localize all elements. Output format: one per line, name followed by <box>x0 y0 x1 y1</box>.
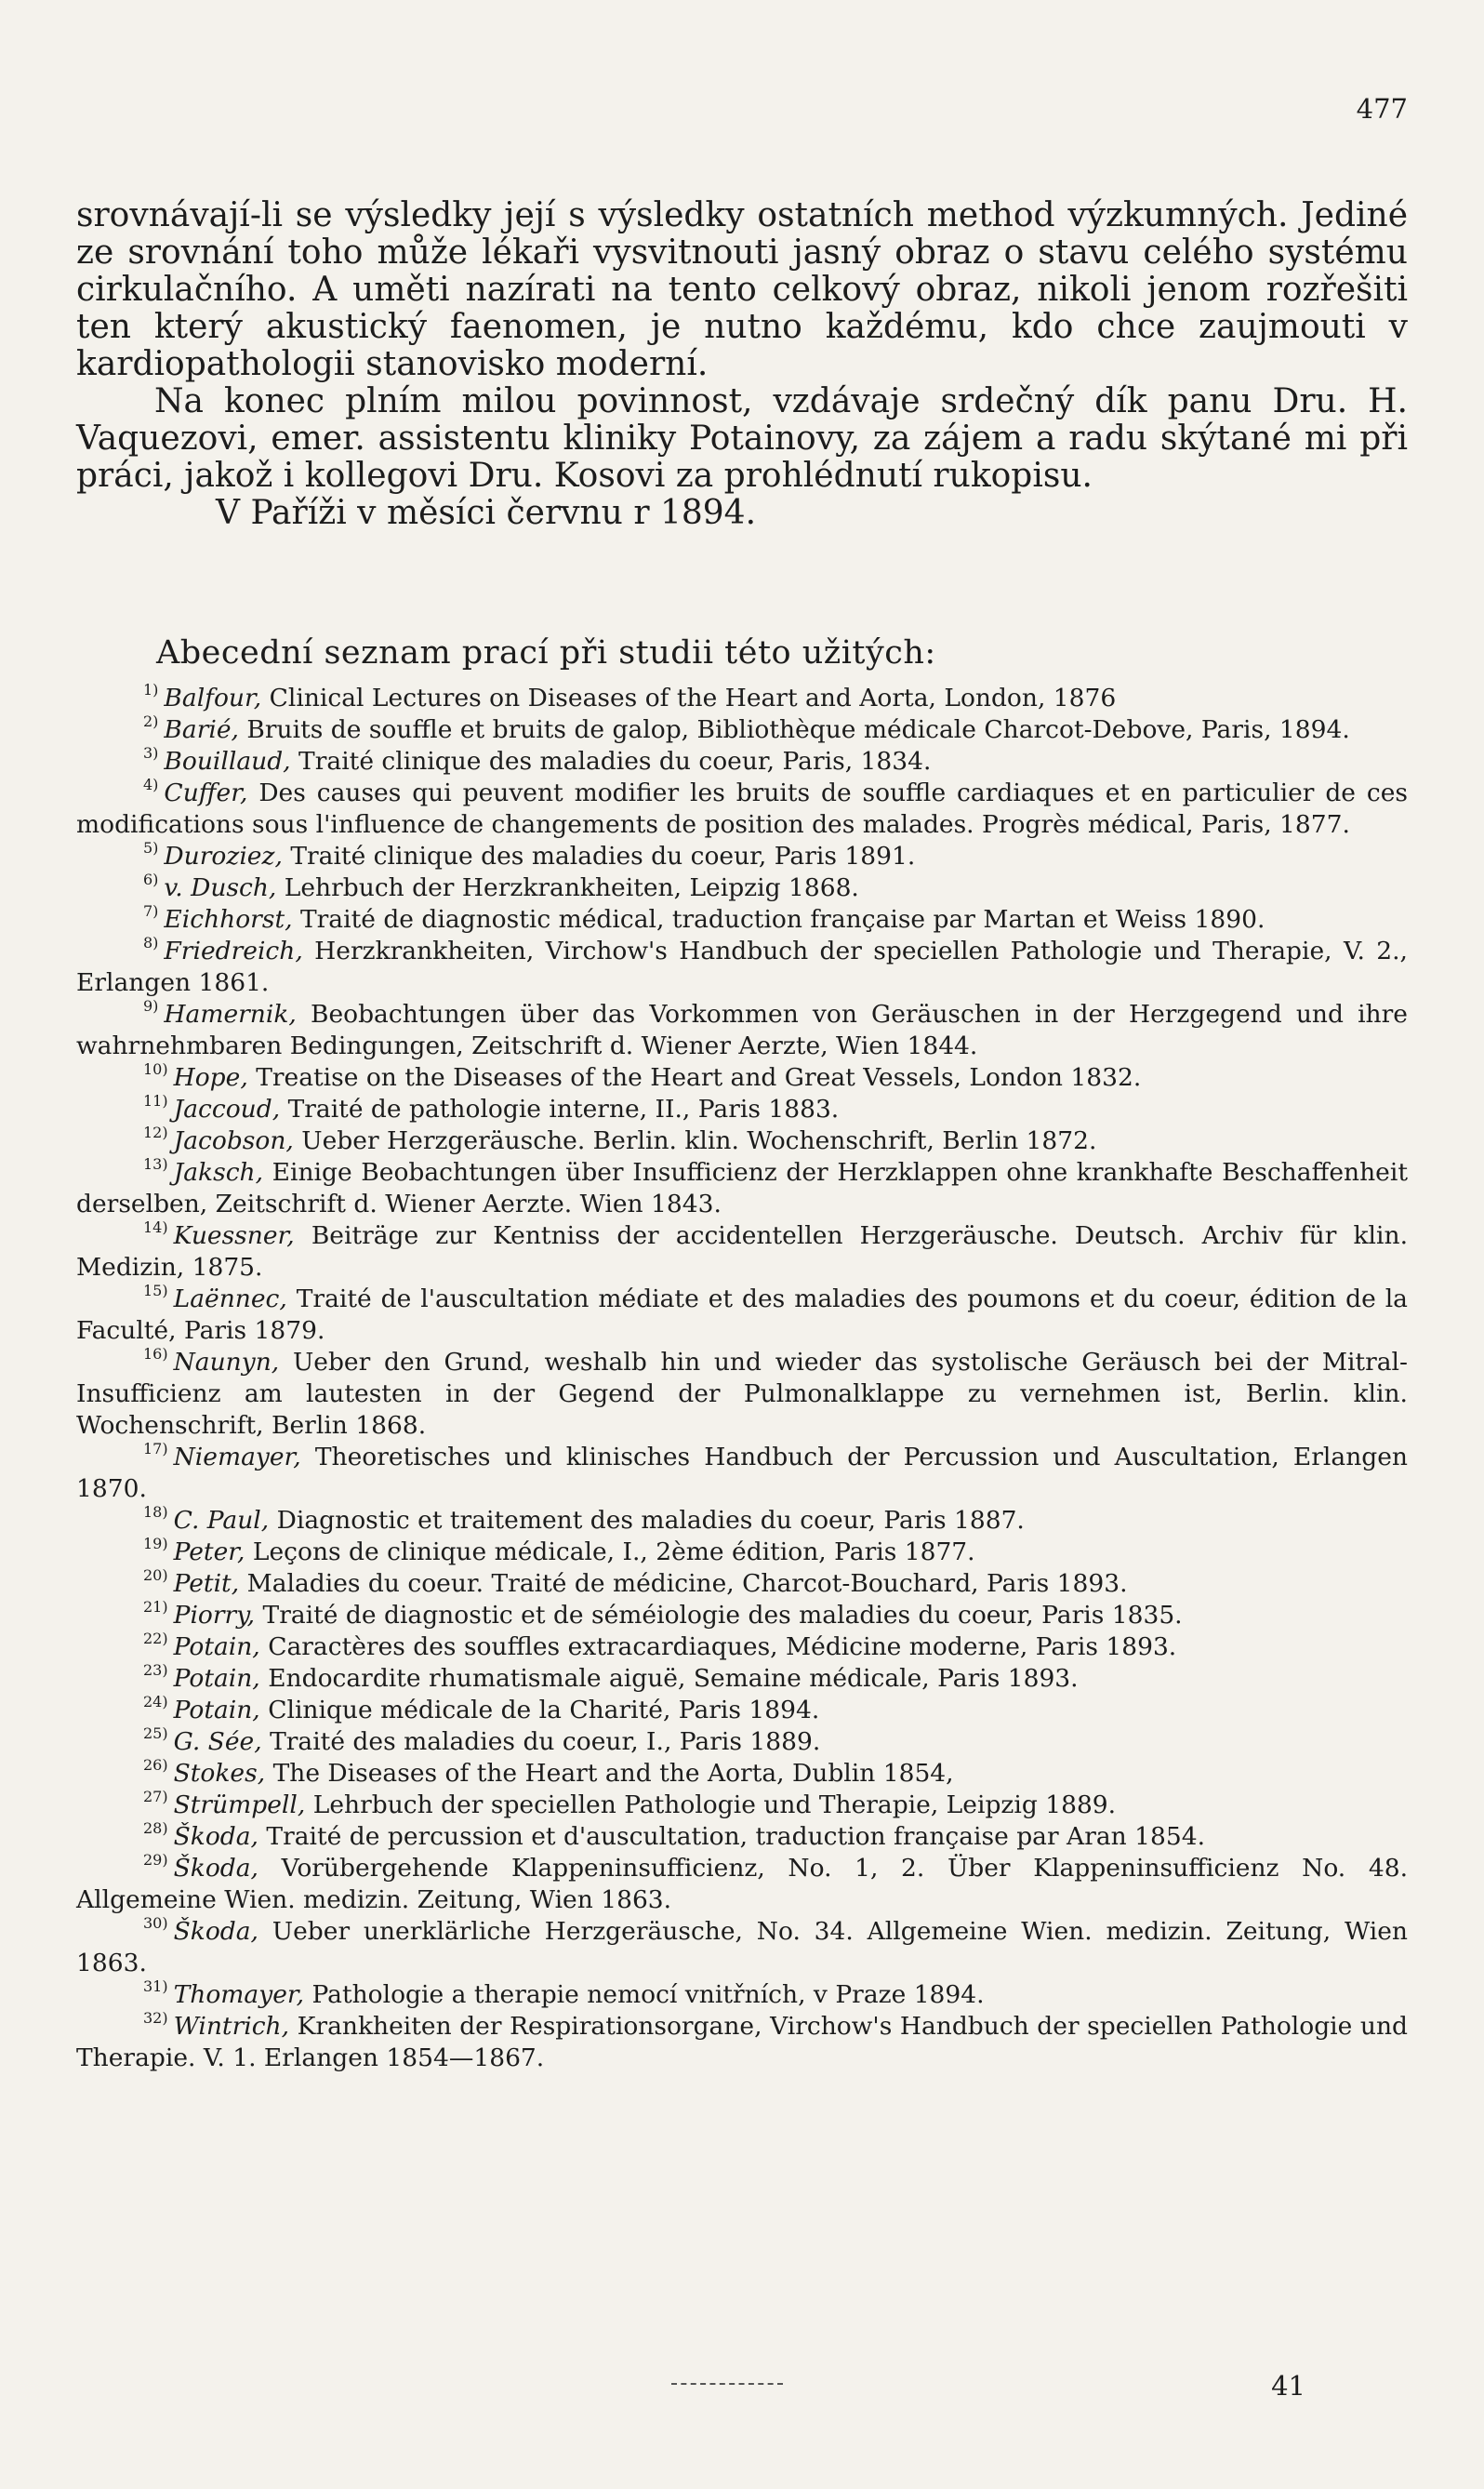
entry-text: Ueber unerklärliche Herzgeräusche, No. 34. Allgemeine Wien. medizin. Zeitung, Wien 1863. <box>76 1917 1408 1977</box>
entry-text: Traité des maladies du coeur, I., Paris 1889. <box>270 1727 821 1756</box>
entry-text: Endocardite rhumatismale aiguë, Semaine médicale, Paris 1893. <box>268 1664 1079 1693</box>
entry-author: Barié, <box>164 715 239 744</box>
bibliography-entry <box>76 1726 1408 1758</box>
entry-author: Laënnec, <box>173 1284 287 1313</box>
entry-text: Treatise on the Diseases of the Heart and Great Vessels, London 1832. <box>256 1063 1142 1092</box>
entry-number: 15) <box>143 1282 168 1300</box>
entry-author: Eichhorst, <box>164 905 293 934</box>
entry-text: Traité de l'auscultation médiate et des maladies des poumons et du coeur, édition de la Faculté, Paris 1879. <box>76 1284 1408 1345</box>
entry-number: 9) <box>143 997 159 1016</box>
entry-number: 17) <box>143 1440 168 1458</box>
entry-number: 13) <box>143 1155 168 1174</box>
entry-text: Lehrbuch der Herzkrankheiten, Leipzig 1868. <box>284 873 859 902</box>
bibliography-entry <box>76 1568 1408 1600</box>
entry-text: Vorübergehende Klappeninsufficienz, No. 1, 2. Über Klappeninsufficienz No. 48. Allgemeine Wien. medizin. Zeitung, Wien 1863. <box>76 1854 1408 1914</box>
bibliography-entry <box>76 1758 1408 1790</box>
entry-number: 5) <box>143 839 159 858</box>
entry-number: 18) <box>143 1503 168 1522</box>
entry-author: Niemayer, <box>173 1443 301 1471</box>
bibliography-entry <box>76 1790 1408 1821</box>
bibliography-entry <box>76 1220 1408 1284</box>
bibliography-entry <box>76 683 1408 714</box>
bibliography-entry <box>76 1821 1408 1853</box>
entry-author: Peter, <box>173 1537 245 1566</box>
bibliography-entry <box>76 936 1408 999</box>
entry-text: Pathologie a therapie nemocí vnitřních, v Praze 1894. <box>311 1980 985 2009</box>
entry-text: Traité de pathologie interne, II., Paris 1883. <box>287 1095 840 1124</box>
entry-author: Hope, <box>173 1063 248 1092</box>
entry-author: Škoda, <box>173 1822 258 1851</box>
entry-text: Des causes qui peuvent modifier les bruits de souffle cardiaques et en particulier de ces modifications sous l'influence de changements de position des malades. Progrès médical, Paris, 1877. <box>76 779 1408 839</box>
entry-author: Piorry, <box>173 1601 256 1630</box>
entry-number: 8) <box>143 934 159 952</box>
entry-author: Petit, <box>173 1569 240 1598</box>
bibliography-heading: Abecední seznam prací při studii této užitých: <box>156 634 936 672</box>
entry-author: Thomayer, <box>173 1980 305 2009</box>
entry-number: 23) <box>143 1661 168 1680</box>
entry-text: Leçons de clinique médicale, I., 2ème édition, Paris 1877. <box>252 1537 975 1566</box>
entry-number: 14) <box>143 1218 168 1237</box>
entry-text: Beiträge zur Kentniss der accidentellen Herzgeräusche. Deutsch. Archiv für klin. Medizin, 1875. <box>76 1221 1408 1282</box>
intro-section <box>76 197 1408 532</box>
entry-number: 21) <box>143 1598 168 1617</box>
bibliography-list <box>76 683 1408 2074</box>
entry-number: 6) <box>143 871 159 889</box>
entry-number: 24) <box>143 1693 168 1711</box>
entry-text: Traité clinique des maladies du coeur, Paris 1891. <box>290 842 916 871</box>
bibliography-entry <box>76 1125 1408 1157</box>
bibliography-entry <box>76 1062 1408 1094</box>
entry-text: Maladies du coeur. Traité de médicine, Charcot-Bouchard, Paris 1893. <box>246 1569 1128 1598</box>
entry-number: 20) <box>143 1566 168 1585</box>
entry-author: Cuffer, <box>164 779 248 807</box>
entry-number: 28) <box>143 1819 168 1838</box>
intro-paragraph-1: srovnávají-li se výsledky její s výsledky ostatních method výzkumných. Jediné ze srovnání toho může lékaři vysvitnouti jasný obraz o stavu celého systému cirkulačního. A uměti nazírati na tento celkový obraz, nikoli jenom rozřešiti ten který akustický faenomen, je nutno každému, kdo chce zaujmouti v kardiopathologii stanovisko moderní. <box>76 196 1408 383</box>
entry-number: 27) <box>143 1788 168 1806</box>
entry-author: Potain, <box>173 1696 260 1724</box>
bibliography-entry <box>76 1631 1408 1663</box>
intro-paragraph-2: Na konec plním milou povinnost, vzdávaje srdečný dík panu Dru. H. Vaquezovi, emer. assistentu kliniky Potainovy, za zájem a radu skýtané mi při práci, jakož i kollegovi Dru. Kosovi za prohlédnutí rukopisu. <box>76 382 1408 495</box>
entry-text: Diagnostic et traitement des maladies du coeur, Paris 1887. <box>276 1506 1025 1535</box>
entry-author: Jaksch, <box>173 1158 264 1187</box>
entry-author: C. Paul, <box>173 1506 270 1535</box>
bibliography-entry <box>76 1695 1408 1726</box>
entry-number: 26) <box>143 1756 168 1775</box>
entry-text: Traité clinique des maladies du coeur, Paris, 1834. <box>298 747 932 776</box>
entry-number: 4) <box>143 776 159 794</box>
page-number: 477 <box>1356 93 1408 125</box>
entry-number: 32) <box>143 2009 168 2028</box>
entry-number: 31) <box>143 1977 168 1996</box>
bibliography-entry <box>76 904 1408 936</box>
entry-text: Clinique médicale de la Charité, Paris 1894. <box>268 1696 820 1724</box>
bibliography-entry <box>76 1853 1408 1916</box>
bibliography-entry <box>76 1979 1408 2011</box>
bibliography-entry <box>76 1916 1408 1979</box>
bibliography-entry <box>76 1537 1408 1568</box>
entry-author: Hamernik, <box>164 1000 297 1029</box>
bibliography-entry <box>76 1284 1408 1347</box>
entry-author: Stokes, <box>173 1759 266 1788</box>
entry-author: Balfour, <box>164 684 262 712</box>
entry-number: 16) <box>143 1345 168 1364</box>
entry-number: 30) <box>143 1914 168 1933</box>
entry-author: v. Dusch, <box>164 873 277 902</box>
entry-number: 7) <box>143 902 159 921</box>
entry-text: Herzkrankheiten, Virchow's Handbuch der speciellen Pathologie und Therapie, V. 2., Erlangen 1861. <box>76 937 1408 997</box>
entry-author: Strümpell, <box>173 1790 306 1819</box>
entry-text: Traité de diagnostic et de séméiologie des maladies du coeur, Paris 1835. <box>262 1601 1183 1630</box>
entry-text: The Diseases of the Heart and the Aorta, Dublin 1854, <box>272 1759 954 1788</box>
sheet-number: 41 <box>1271 2370 1305 2402</box>
bibliography-entry <box>76 841 1408 872</box>
entry-number: 22) <box>143 1630 168 1648</box>
entry-author: Potain, <box>173 1664 260 1693</box>
entry-text: Theoretisches und klinisches Handbuch der Percussion und Auscultation, Erlangen 1870. <box>76 1443 1408 1503</box>
bibliography-entry <box>76 1157 1408 1220</box>
bibliography-entry <box>76 778 1408 841</box>
entry-author: Kuessner, <box>173 1221 295 1250</box>
entry-number: 2) <box>143 712 159 731</box>
bibliography-entry <box>76 746 1408 778</box>
entry-author: Bouillaud, <box>164 747 291 776</box>
bibliography-entry <box>76 1094 1408 1125</box>
entry-number: 12) <box>143 1124 168 1142</box>
entry-number: 29) <box>143 1851 168 1870</box>
entry-number: 10) <box>143 1060 168 1079</box>
dateline: V Paříži v měsíci červnu r 1894. <box>216 494 757 532</box>
bibliography-entry <box>76 999 1408 1062</box>
entry-author: Jaccoud, <box>173 1095 281 1124</box>
entry-text: Einige Beobachtungen über Insufficienz der Herzklappen ohne krankhafte Beschaffenheit derselben, Zeitschrift d. Wiener Aerzte. Wien 1843. <box>76 1158 1408 1218</box>
bibliography-entry <box>76 2011 1408 2074</box>
entry-text: Clinical Lectures on Diseases of the Heart and Aorta, London, 1876 <box>269 684 1117 712</box>
entry-author: Duroziez, <box>164 842 283 871</box>
entry-text: Bruits de souffle et bruits de galop, Bibliothèque médicale Charcot-Debove, Paris, 1894. <box>246 715 1350 744</box>
entry-number: 11) <box>143 1092 168 1111</box>
bibliography-entry <box>76 1505 1408 1537</box>
entry-author: G. Sée, <box>173 1727 262 1756</box>
bibliography-entry <box>76 1600 1408 1631</box>
entry-number: 25) <box>143 1724 168 1743</box>
entry-number: 1) <box>143 681 159 699</box>
bibliography-entry <box>76 1663 1408 1695</box>
bibliography-entry <box>76 714 1408 746</box>
entry-text: Beobachtungen über das Vorkommen von Geräuschen in der Herzgegend und ihre wahrnehmbaren Bedingungen, Zeitschrift d. Wiener Aerzte, Wien 1844. <box>76 1000 1408 1060</box>
entry-author: Jacobson, <box>173 1126 294 1155</box>
entry-author: Potain, <box>173 1632 260 1661</box>
entry-text: Traité de diagnostic médical, traduction française par Martan et Weiss 1890. <box>299 905 1265 934</box>
entry-text: Caractères des souffles extracardiaques, Médicine moderne, Paris 1893. <box>268 1632 1177 1661</box>
bibliography-entry <box>76 1442 1408 1505</box>
entry-text: Ueber Herzgeräusche. Berlin. klin. Wochenschrift, Berlin 1872. <box>301 1126 1097 1155</box>
entry-author: Friedreich, <box>164 937 303 965</box>
entry-number: 3) <box>143 744 159 763</box>
bibliography-entry <box>76 872 1408 904</box>
entry-text: Traité de percussion et d'auscultation, traduction française par Aran 1854. <box>266 1822 1206 1851</box>
entry-author: Wintrich, <box>173 2012 290 2041</box>
entry-text: Krankheiten der Respirationsorgane, Virchow's Handbuch der speciellen Pathologie und Therapie. V. 1. Erlangen 1854—1867. <box>76 2012 1408 2072</box>
document-page <box>76 93 1408 2437</box>
bibliography-entry <box>76 1347 1408 1442</box>
entry-author: Škoda, <box>173 1854 258 1883</box>
entry-author: Škoda, <box>173 1917 258 1946</box>
entry-number: 19) <box>143 1535 168 1553</box>
entry-text: Lehrbuch der speciellen Pathologie und Therapie, Leipzig 1889. <box>312 1790 1117 1819</box>
divider-rule <box>671 2383 783 2385</box>
entry-author: Naunyn, <box>173 1348 280 1377</box>
entry-text: Ueber den Grund, weshalb hin und wieder das systolische Geräusch bei der Mitral-Insufficienz am lautesten in der Gegend der Pulmonalklappe zu vernehmen ist, Berlin. klin. Wochenschrift, Berlin 1868. <box>76 1348 1408 1440</box>
